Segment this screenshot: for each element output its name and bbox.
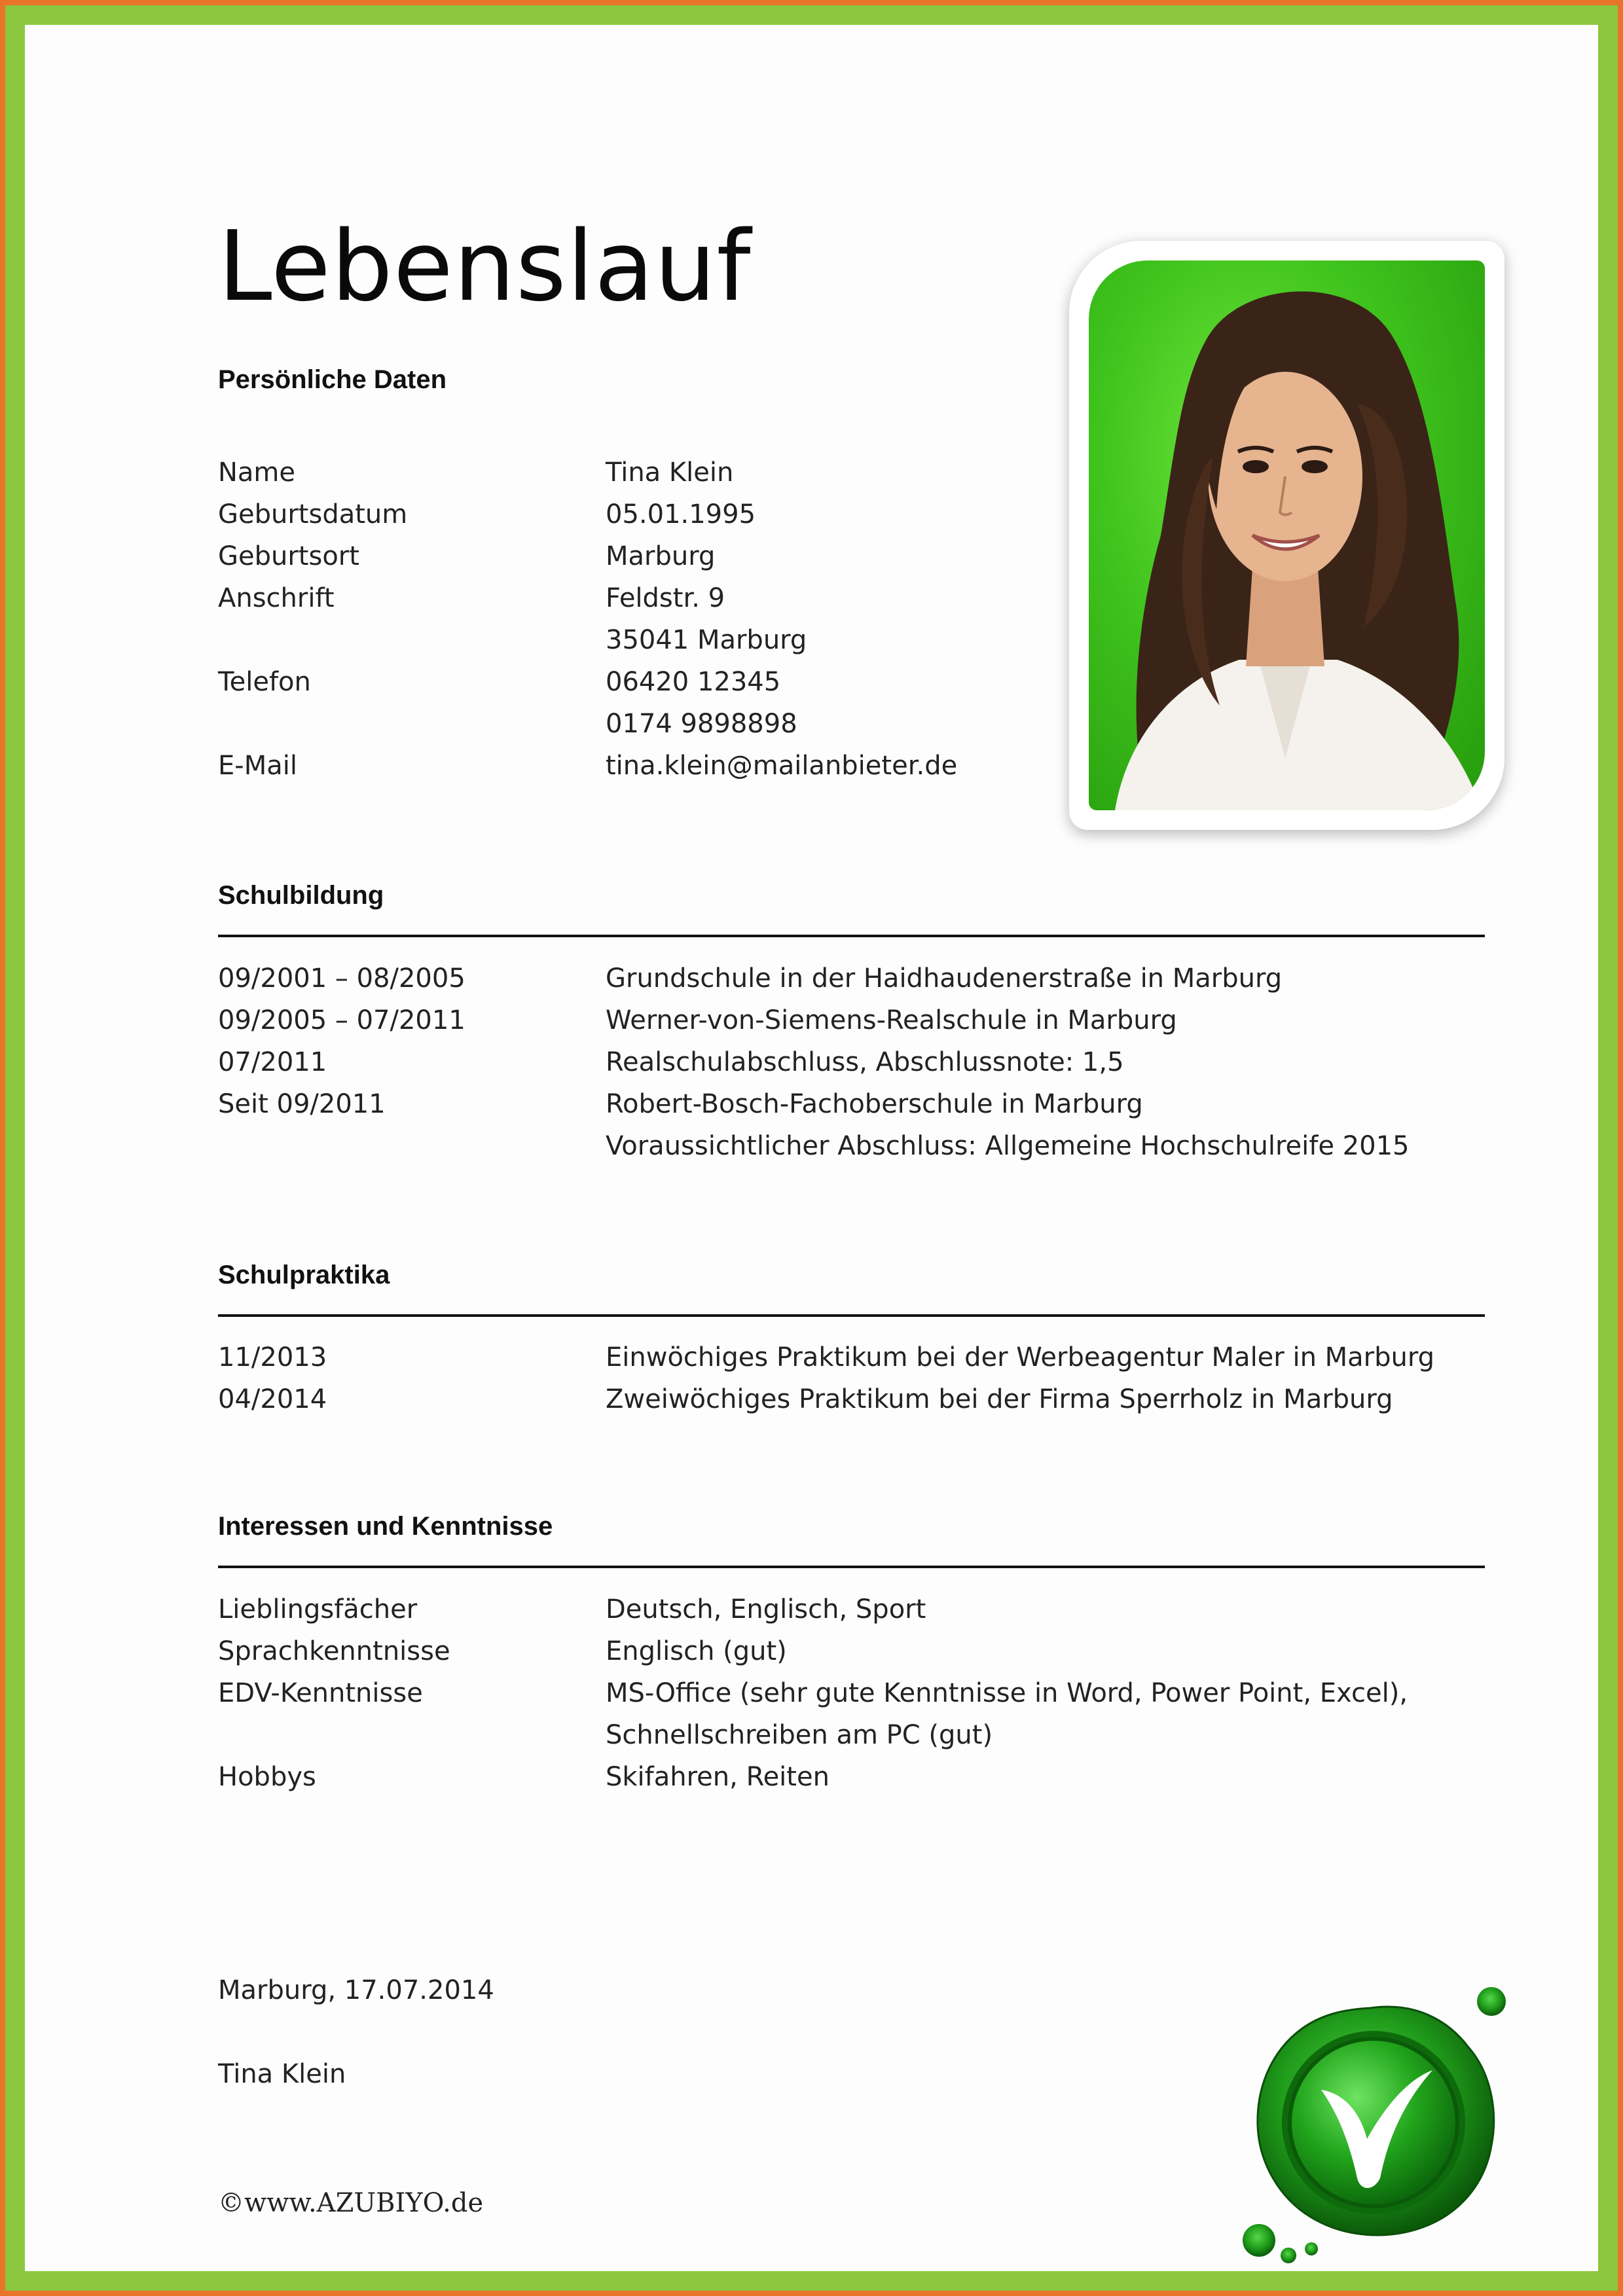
personal-label: Geburtsort (218, 541, 359, 571)
skill-value: Skifahren, Reiten (606, 1762, 830, 1792)
interessen-row (218, 1630, 1485, 1672)
interessen-row (218, 1588, 1485, 1630)
entry-description: Zweiwöchiges Praktikum bei der Firma Sperrholz in Marburg (606, 1384, 1393, 1414)
entry-description: Werner-von-Siemens-Realschule in Marburg (606, 1005, 1177, 1035)
skill-value: Deutsch, Englisch, Sport (606, 1594, 926, 1624)
place-date: Marburg, 17.07.2014 (218, 1975, 494, 2005)
interessen-row (218, 1672, 1485, 1714)
interessen-row (218, 1756, 1485, 1798)
personal-value: Feldstr. 9 (606, 583, 725, 613)
personal-label: Telefon (218, 667, 311, 697)
period-label: Seit 09/2011 (218, 1089, 386, 1119)
personal-label: Name (218, 457, 296, 488)
skill-label: Sprachkenntnisse (218, 1636, 450, 1666)
azubiyo-seal-icon (1233, 1982, 1508, 2263)
cv-page (25, 25, 1598, 2271)
copyright-link[interactable]: ©www.AZUBIYO.de (218, 2188, 484, 2218)
skill-label: EDV-Kenntnisse (218, 1678, 423, 1708)
skill-label: Hobbys (218, 1762, 316, 1792)
period-label: 04/2014 (218, 1384, 327, 1414)
signature-name: Tina Klein (218, 2059, 346, 2089)
personal-value: 0174 9898898 (606, 709, 797, 739)
section-heading-personal: Persönliche Daten (218, 365, 447, 394)
personal-value: 06420 12345 (606, 667, 781, 697)
section-heading-schulbildung: Schulbildung (218, 881, 384, 910)
interessen-row (218, 1714, 1485, 1756)
section-divider (218, 935, 1485, 937)
section-heading-interessen: Interessen und Kenntnisse (218, 1512, 553, 1541)
skill-value: MS-Office (sehr gute Kenntnisse in Word, Power Point, Excel), (606, 1678, 1408, 1708)
schulbildung-row (218, 1041, 1485, 1083)
section-divider (218, 1566, 1485, 1568)
email-link[interactable]: tina.klein@mailanbieter.de (606, 751, 958, 781)
schulbildung-row (218, 1125, 1485, 1167)
section-heading-schulpraktika: Schulpraktika (218, 1261, 390, 1289)
entry-description: Grundschule in der Haidhaudenerstraße in Marburg (606, 963, 1283, 994)
period-label: 11/2013 (218, 1342, 327, 1372)
period-label: 07/2011 (218, 1047, 327, 1077)
personal-label: E-Mail (218, 751, 297, 781)
section-divider (218, 1314, 1485, 1317)
schulbildung-row (218, 958, 1485, 999)
schulpraktika-row (218, 1336, 1485, 1378)
personal-value: 05.01.1995 (606, 499, 756, 529)
period-label: 09/2005 – 07/2011 (218, 1005, 465, 1035)
schulbildung-row (218, 1083, 1485, 1125)
personal-value: Marburg (606, 541, 716, 571)
portrait-illustration (1089, 260, 1485, 810)
skill-value: Englisch (gut) (606, 1636, 787, 1666)
entry-description: Einwöchiges Praktikum bei der Werbeagentur Maler in Marburg (606, 1342, 1434, 1372)
personal-label: Anschrift (218, 583, 335, 613)
portrait-photo (1089, 260, 1485, 810)
schulpraktika-row (218, 1378, 1485, 1420)
personal-value: Tina Klein (606, 457, 734, 488)
schulbildung-row (218, 999, 1485, 1041)
skill-label: Lieblingsfächer (218, 1594, 418, 1624)
period-label: 09/2001 – 08/2005 (218, 963, 465, 994)
personal-label: Geburtsdatum (218, 499, 408, 529)
entry-description: Voraussichtlicher Abschluss: Allgemeine Hochschulreife 2015 (606, 1131, 1410, 1161)
skill-value: Schnellschreiben am PC (gut) (606, 1720, 993, 1750)
photo-frame (1069, 241, 1504, 830)
personal-value: 35041 Marburg (606, 625, 807, 655)
document-title: Lebenslauf (218, 210, 752, 323)
entry-description: Robert-Bosch-Fachoberschule in Marburg (606, 1089, 1143, 1119)
entry-description: Realschulabschluss, Abschlussnote: 1,5 (606, 1047, 1124, 1077)
